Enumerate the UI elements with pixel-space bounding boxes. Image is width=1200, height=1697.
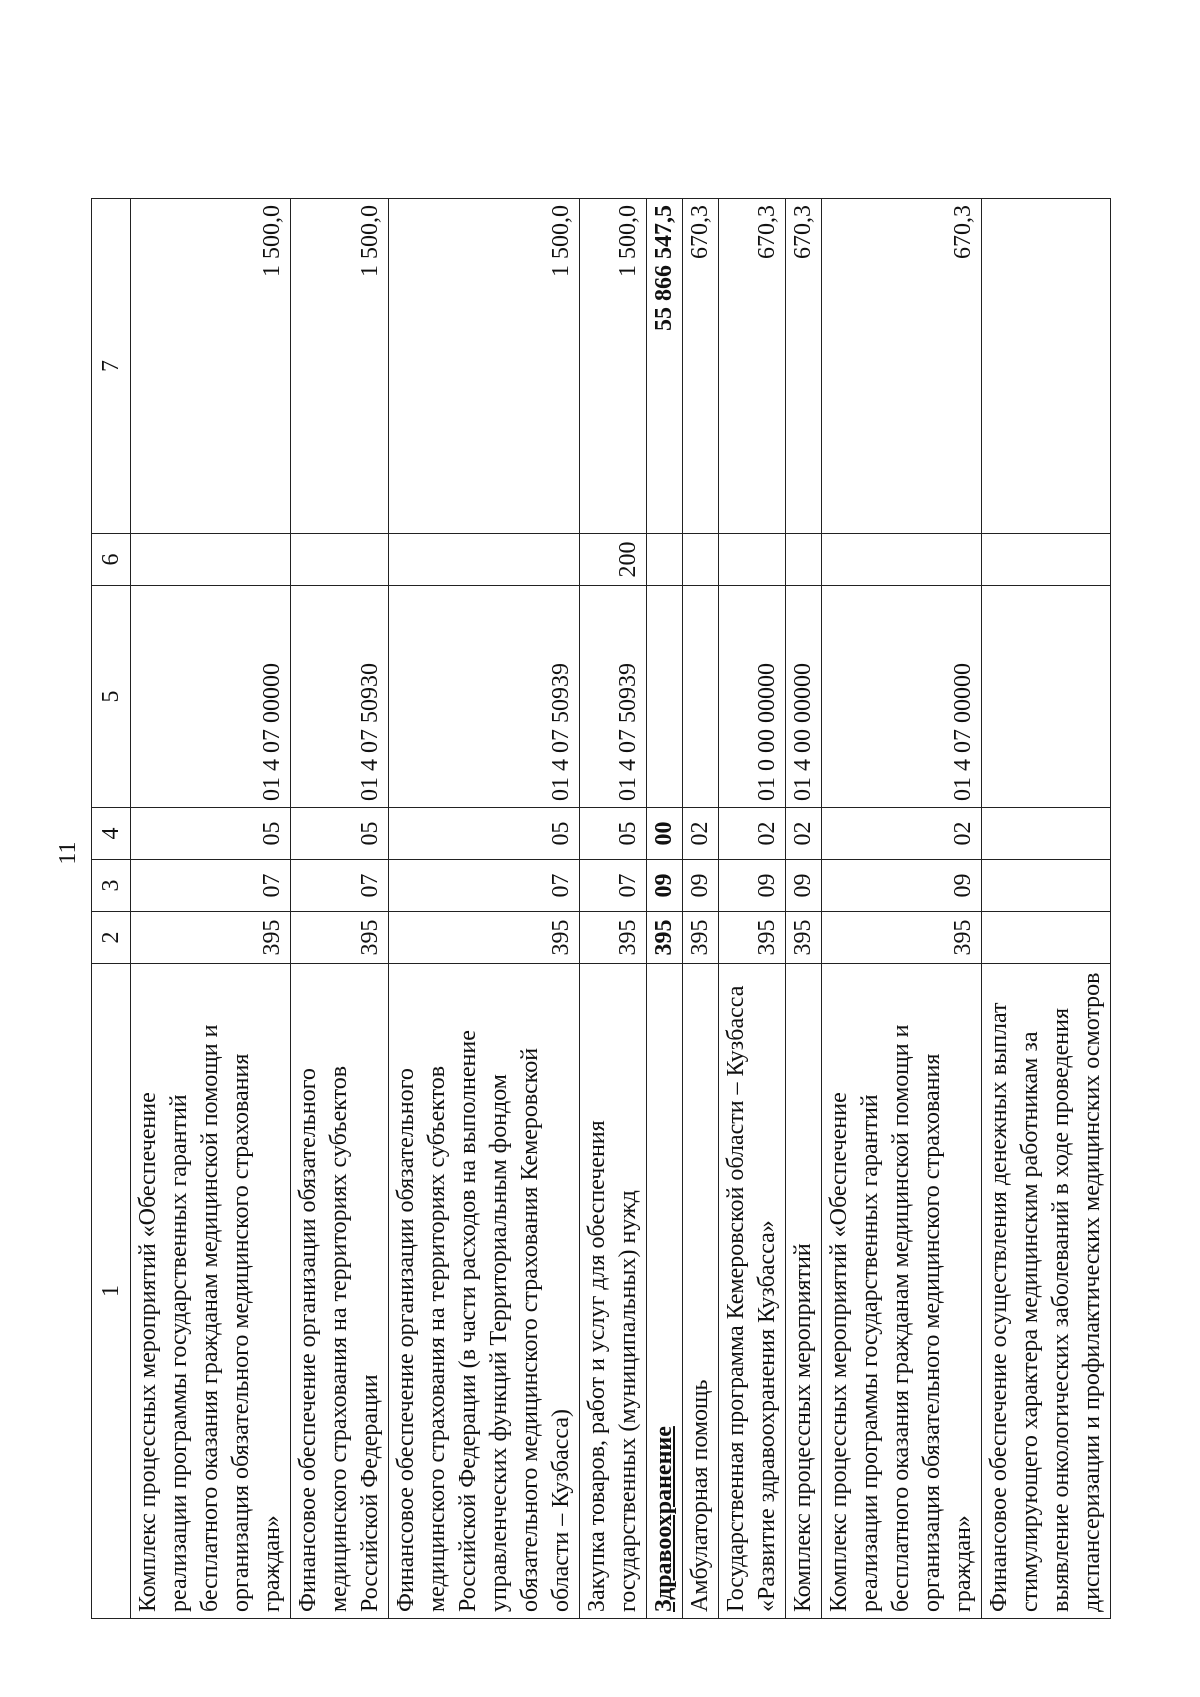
page-number: 11 — [55, 841, 81, 865]
row-name-cell: Комплекс процессных мероприятий — [786, 964, 822, 1619]
row-value-cell: 395 — [291, 912, 389, 964]
row-value-cell: 395 — [822, 912, 982, 964]
row-name-cell: Финансовое обеспечение осуществления денежных выплат стимулирующего характера медицинским работникам за выявление онкологических заболеваний в ходе проведения диспансеризации и профилактических медицинских осмотров — [982, 964, 1111, 1619]
row-value-cell — [389, 534, 580, 586]
row-value-cell: 07 — [291, 860, 389, 912]
row-value-cell — [982, 199, 1111, 534]
row-name-cell: Финансовое обеспечение организации обязательного медицинского страхования на территориях субъектов Российской Федерации (в части расходов на выполнение управленческих функций Территориальным фондом обязательного медицинского страхования Кемеровской области – Кузбасса) — [389, 964, 580, 1619]
row-value-cell: 395 — [683, 912, 719, 964]
table-row — [131, 199, 291, 1619]
table-row — [291, 199, 389, 1619]
row-value-cell: 670,3 — [683, 199, 719, 534]
row-value-cell: 09 — [683, 860, 719, 912]
table-header-row — [92, 199, 131, 1619]
row-value-cell — [982, 586, 1111, 808]
rotated-page — [81, 179, 1105, 1659]
row-value-cell: 395 — [389, 912, 580, 964]
row-value-cell: 395 — [647, 912, 683, 964]
header-cell: 4 — [92, 808, 131, 860]
header-cell: 5 — [92, 586, 131, 808]
row-value-cell: 395 — [131, 912, 291, 964]
row-name-cell: Финансовое обеспечение организации обязательного медицинского страхования на территориях субъектов Российской Федерации — [291, 964, 389, 1619]
row-value-cell: 395 — [786, 912, 822, 964]
row-value-cell: 09 — [719, 860, 786, 912]
row-value-cell — [982, 808, 1111, 860]
header-cell: 2 — [92, 912, 131, 964]
row-value-cell — [647, 586, 683, 808]
row-name-cell: Государственная программа Кемеровской области – Кузбасса «Развитие здравоохранения Кузбасса» — [719, 964, 786, 1619]
row-value-cell: 09 — [647, 860, 683, 912]
row-value-cell: 1 500,0 — [131, 199, 291, 534]
budget-table — [91, 198, 1111, 1619]
row-name-cell: Здравоохранение — [647, 964, 683, 1619]
row-value-cell — [719, 534, 786, 586]
row-value-cell: 670,3 — [822, 199, 982, 534]
table-row — [822, 199, 982, 1619]
row-value-cell: 02 — [786, 808, 822, 860]
row-name-cell: Комплекс процессных мероприятий «Обеспечение реализации программы государственных гарантий бесплатного оказания гражданам медицинской помощи и организация обязательного медицинского страхования граждан» — [131, 964, 291, 1619]
row-value-cell — [683, 586, 719, 808]
row-value-cell — [683, 534, 719, 586]
row-value-cell — [982, 534, 1111, 586]
row-value-cell — [647, 534, 683, 586]
row-value-cell: 00 — [647, 808, 683, 860]
row-value-cell — [982, 912, 1111, 964]
row-value-cell: 55 866 547,5 — [647, 199, 683, 534]
table-row — [647, 199, 683, 1619]
row-value-cell: 07 — [131, 860, 291, 912]
row-value-cell: 395 — [580, 912, 647, 964]
row-value-cell: 05 — [580, 808, 647, 860]
row-value-cell: 07 — [580, 860, 647, 912]
table-row — [683, 199, 719, 1619]
header-cell: 1 — [92, 964, 131, 1619]
row-value-cell: 02 — [719, 808, 786, 860]
row-value-cell: 05 — [131, 808, 291, 860]
row-value-cell — [291, 534, 389, 586]
row-value-cell: 09 — [822, 860, 982, 912]
row-value-cell: 01 4 07 00000 — [131, 586, 291, 808]
row-value-cell: 01 4 07 00000 — [822, 586, 982, 808]
row-value-cell: 05 — [389, 808, 580, 860]
row-value-cell: 01 4 07 50939 — [389, 586, 580, 808]
header-cell: 6 — [92, 534, 131, 586]
row-value-cell: 01 4 00 00000 — [786, 586, 822, 808]
row-value-cell — [982, 860, 1111, 912]
row-value-cell: 01 4 07 50930 — [291, 586, 389, 808]
row-value-cell: 02 — [683, 808, 719, 860]
row-name-cell: Амбулаторная помощь — [683, 964, 719, 1619]
row-value-cell: 01 4 07 50939 — [580, 586, 647, 808]
table-row — [719, 199, 786, 1619]
header-cell: 3 — [92, 860, 131, 912]
row-value-cell: 02 — [822, 808, 982, 860]
row-value-cell: 395 — [719, 912, 786, 964]
table-row — [786, 199, 822, 1619]
row-value-cell — [786, 534, 822, 586]
row-name-cell: Закупка товаров, работ и услуг для обеспечения государственных (муниципальных) нужд — [580, 964, 647, 1619]
header-cell: 7 — [92, 199, 131, 534]
row-name-cell: Комплекс процессных мероприятий «Обеспечение реализации программы государственных гарантий бесплатного оказания гражданам медицинской помощи и организация обязательного медицинского страхования граждан» — [822, 964, 982, 1619]
row-value-cell: 09 — [786, 860, 822, 912]
row-value-cell: 1 500,0 — [291, 199, 389, 534]
row-value-cell: 07 — [389, 860, 580, 912]
table-row — [389, 199, 580, 1619]
row-value-cell: 200 — [580, 534, 647, 586]
row-value-cell: 670,3 — [786, 199, 822, 534]
row-value-cell — [131, 534, 291, 586]
row-value-cell: 1 500,0 — [389, 199, 580, 534]
row-value-cell: 670,3 — [719, 199, 786, 534]
table-row — [580, 199, 647, 1619]
table-row — [982, 199, 1111, 1619]
row-value-cell: 05 — [291, 808, 389, 860]
row-value-cell: 1 500,0 — [580, 199, 647, 534]
row-value-cell — [822, 534, 982, 586]
row-value-cell: 01 0 00 00000 — [719, 586, 786, 808]
